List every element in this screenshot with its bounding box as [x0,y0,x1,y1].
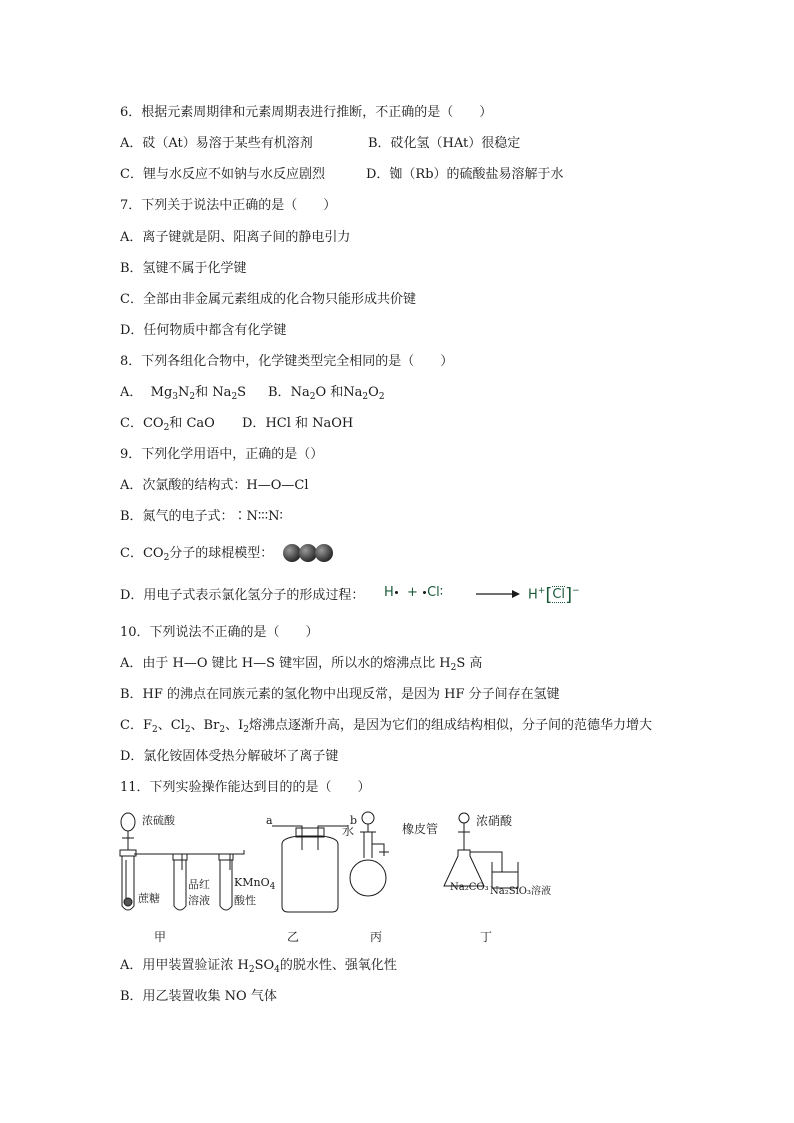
label-rubber-tube: 橡皮管 [402,822,439,836]
label-port-a: a [266,814,273,827]
q8-option-d: D．HCl 和 NaOH [242,416,354,431]
electron-dot [395,591,398,594]
q6-stem: 6．根据元素周期律和元素周期表进行推断，不正确的是（ ） [120,105,493,120]
eq-cl-atom: Cl [427,585,440,600]
q7-stem: 7．下列关于说法中正确的是（ ） [120,198,337,213]
label-conc-sulfuric-acid: 浓硫酸 [142,814,175,827]
q10-option-d: D．氯化铵固体受热分解破坏了离子键 [120,749,339,764]
q9-option-c: C．$CO_2$分子的球棍模型： [120,546,274,563]
label-port-b: b [350,814,358,827]
q10-option-c: C．$F_2$、$Cl_2$、$Br_2$、$I_2$熔沸点逐渐升高，是因为它们的组成结构相似，分子间的范德华力增大 [120,718,652,735]
hcl-formation-equation: H + Cl∶ [384,585,444,600]
co2-ball-stick-model [282,541,334,565]
label-na2co3: Na₂CO₃ [450,882,489,893]
q11-option-b: B．用乙装置收集 NO 气体 [120,989,277,1004]
q6-option-b: B．砹化氢（HAt）很稳定 [368,136,521,151]
q8-option-a: A． $Mg_3N_2$和 $Na_2S$ [120,385,247,402]
reaction-arrow [474,587,522,601]
label-water: 水 [342,824,355,838]
caption-jia: 甲 [154,930,167,944]
label-na2sio3-solution: Na₂SiO₃溶液 [490,886,551,897]
atom-o-left [283,544,301,562]
q7-option-d: D．任何物质中都含有化学键 [120,323,287,338]
q7-option-b: B．氢键不属于化学键 [120,261,247,276]
q8-option-c: C．$CO_2$和 CaO [120,416,215,433]
label-acidic: 酸性 [234,894,256,907]
q9-option-d: D．用电子式表示氯化氢分子的形成过程： [120,588,365,603]
q9-option-b: B．氮气的电子式：∶N∶∶∶N∶ [120,509,283,524]
q6-option-d: D．铷（Rb）的硫酸盐易溶解于水 [366,167,564,182]
q6-option-a: A．砹（At）易溶于某些有机溶剂 [120,136,313,151]
q8-option-b: B．$Na_2O$ 和$Na_2O_2$ [268,385,385,402]
atom-o-right [315,544,333,562]
caption-bing: 丙 [370,930,383,944]
q10-stem: 10．下列说法不正确的是（ ） [120,625,319,640]
q9-stem: 9．下列化学用语中，正确的是（） [120,447,324,462]
q9-option-a: A．次氯酸的结构式：H—O—Cl [120,478,309,493]
q7-option-a: A．离子键就是阴、阳离子间的静电引力 [120,230,351,245]
q11-stem: 11．下列实验操作能达到目的的是（ ） [120,780,371,795]
q10-option-b: B．HF 的沸点在同族元素的氢化物中出现反常，是因为 HF 分子间存在氢键 [120,687,560,702]
eq-h-atom: H [384,585,394,600]
eq-plus: + [407,585,418,600]
label-solution: 溶液 [188,894,210,907]
atom-c [299,544,317,562]
q11-option-a: A．用甲装置验证浓 $H_2SO_4$的脱水性、强氧化性 [120,958,397,975]
q8-stem: 8．下列各组化合物中，化学键类型完全相同的是（ ） [120,354,454,369]
caption-ding: 丁 [480,930,493,944]
electron-dot [423,591,426,594]
hcl-product: H+[Cl]− [528,584,580,606]
q10-option-a: A．由于 H—O 键比 H—S 键牢固，所以水的熔沸点比 $H_2S$ 高 [120,656,483,673]
q6-option-c: C．锂与水反应不如钠与水反应剧烈 [120,167,325,182]
q11-apparatus-figure [112,810,562,940]
label-sucrose: 蔗糖 [138,892,160,905]
label-conc-nitric-acid: 浓硝酸 [476,814,513,828]
caption-yi: 乙 [287,930,300,944]
label-pinhong: 品红 [188,878,210,891]
label-kmno4: KMnO$_4$ [234,876,276,892]
q7-option-c: C．全部由非金属元素组成的化合物只能形成共价键 [120,292,416,307]
